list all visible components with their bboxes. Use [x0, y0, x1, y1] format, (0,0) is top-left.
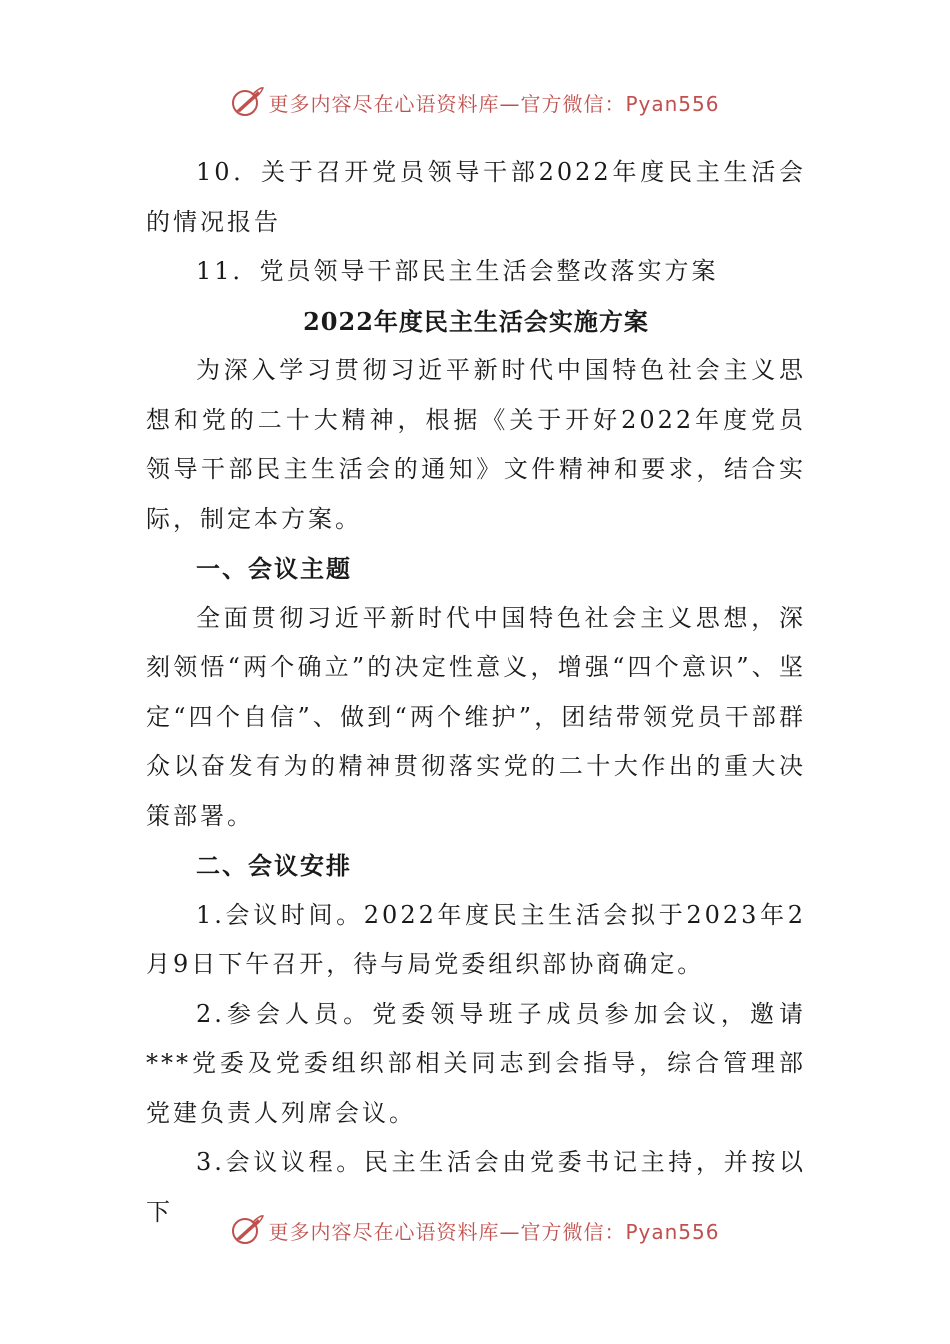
watermark-text: 更多内容尽在心语资料库—官方微信：Pyan556 — [268, 1219, 720, 1244]
list-item: 10．关于召开党员领导干部2022年度民主生活会的情况报告 — [146, 158, 806, 236]
arrangement-point: 1.会议时间。2022年度民主生活会拟于2023年2月9日下午召开，待与局党委组织部协商确定。 — [146, 900, 806, 978]
quill-pen-circle-icon — [230, 1213, 264, 1247]
section-heading-theme: 一、会议主题 — [196, 554, 352, 583]
watermark-text: 更多内容尽在心语资料库—官方微信：Pyan556 — [268, 91, 720, 116]
section-heading-arrangement: 二、会议安排 — [196, 851, 352, 880]
arrangement-point: 3.会议议程。民主生活会由党委书记主持，并按以下 — [146, 1148, 806, 1226]
watermark-banner-top — [0, 82, 950, 122]
document-body — [146, 148, 806, 1237]
watermark-banner-bottom — [0, 1210, 950, 1250]
section-body-theme: 全面贯彻习近平新时代中国特色社会主义思想，深刻领悟“两个确立”的决定性意义，增强“四个意识”、坚定“四个自信”、做到“两个维护”，团结带领党员干部群众以奋发有为的精神贯彻落实党的二十大作出的重大决策部署。 — [146, 603, 806, 830]
intro-paragraph: 为深入学习贯彻习近平新时代中国特色社会主义思想和党的二十大精神，根据《关于开好2022年度党员领导干部民主生活会的通知》文件精神和要求，结合实际，制定本方案。 — [146, 356, 806, 533]
arrangement-point: 2.参会人员。党委领导班子成员参加会议，邀请***党委及党委组织部相关同志到会指导，综合管理部党建负责人列席会议。 — [146, 999, 806, 1127]
quill-pen-circle-icon — [230, 85, 264, 119]
document-title: 2022年度民主生活会实施方案 — [303, 306, 649, 336]
list-item: 11．党员领导干部民主生活会整改落实方案 — [196, 257, 719, 285]
